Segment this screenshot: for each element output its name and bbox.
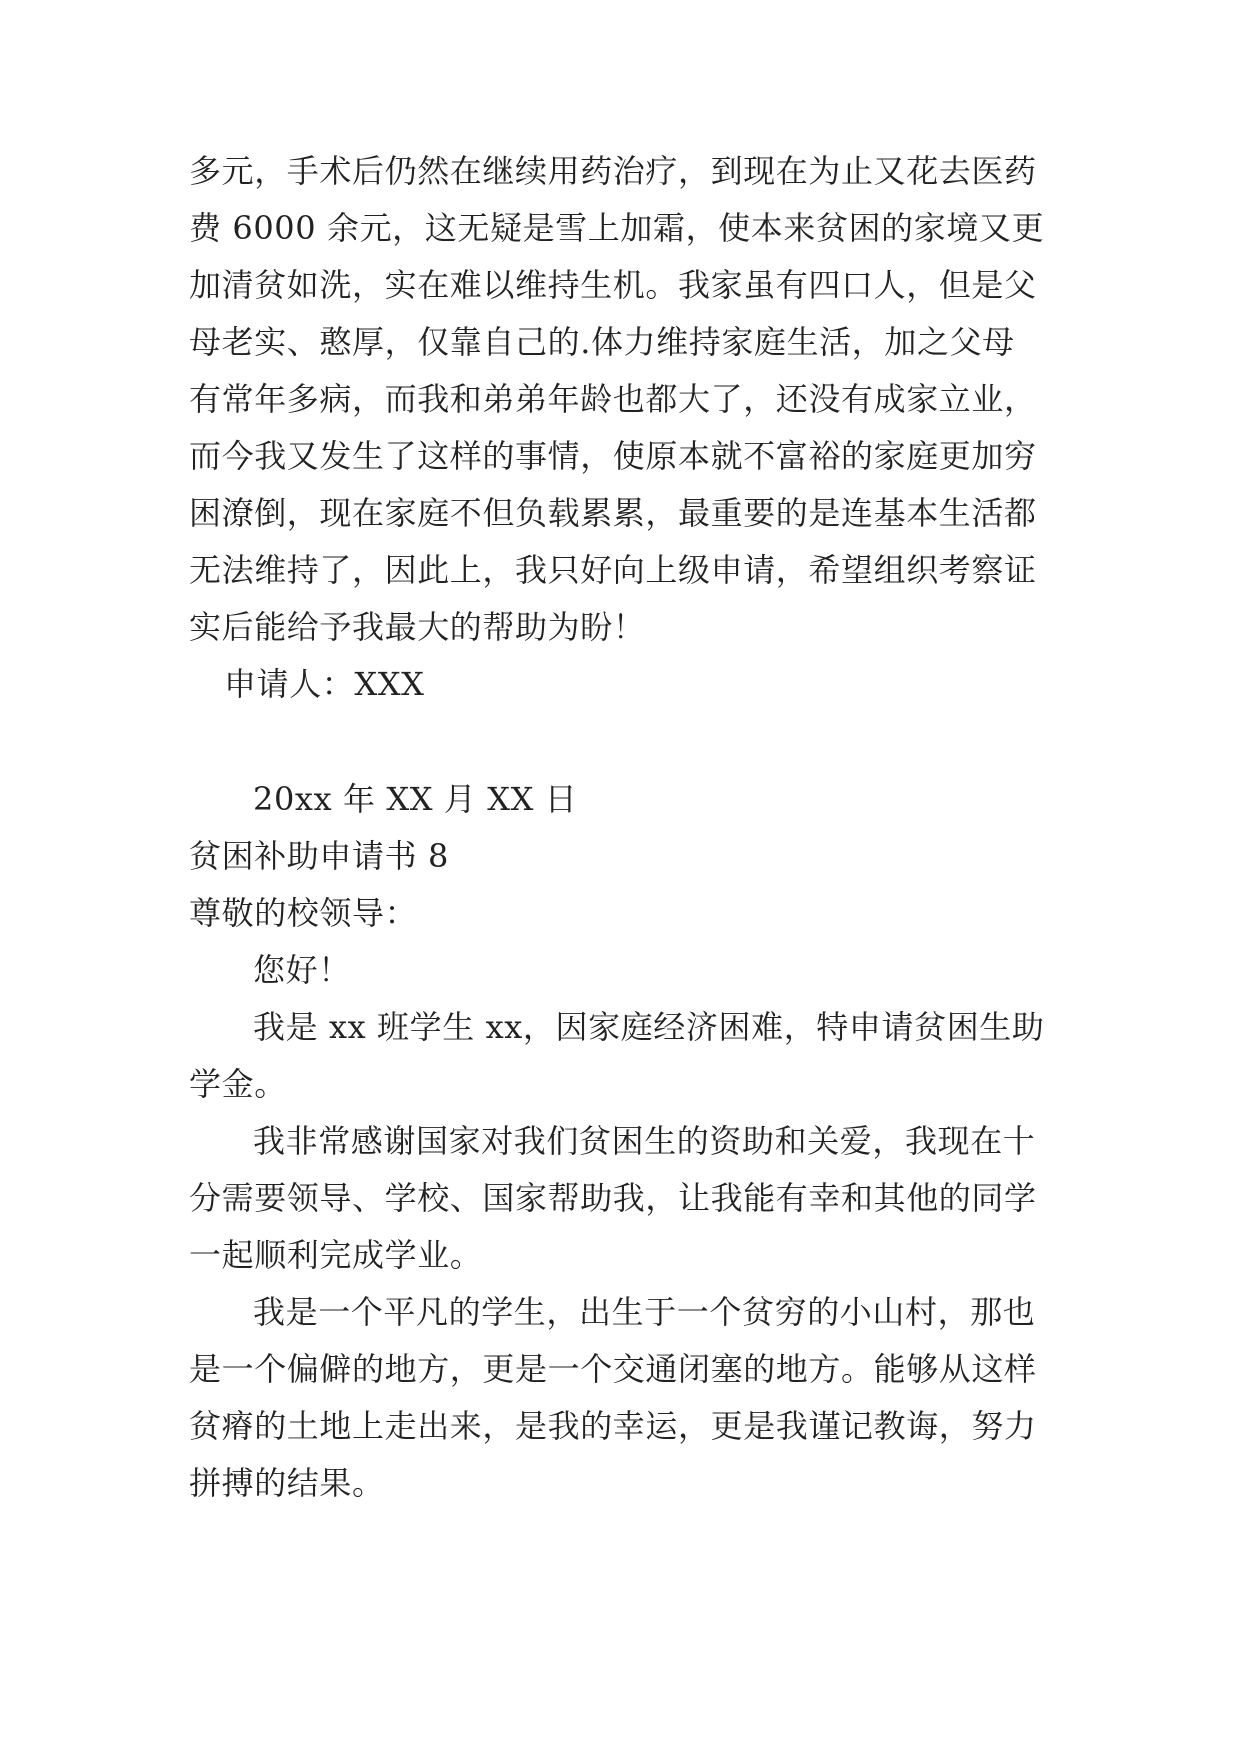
paragraph-line: 多元，手术后仍然在继续用药治疗，到现在为止又花去医药 [189,152,1037,190]
paragraph-line: 分需要领导、学校、国家帮助我，让我能有幸和其他的同学 [189,1179,1037,1217]
paragraph-line: 学金。 [189,1065,287,1103]
greeting: 您好！ [253,951,351,989]
paragraph-line: 一起顺利完成学业。 [189,1236,483,1274]
salutation: 尊敬的校领导： [189,894,418,932]
paragraph-line: 无法维持了，因此上，我只好向上级申请，希望组织考察证 [189,551,1037,589]
document-title: 贫困补助申请书 8 [189,837,449,875]
paragraph-line: 有常年多病，而我和弟弟年龄也都大了，还没有成家立业， [189,380,1037,418]
paragraph-line: 实后能给予我最大的帮助为盼！ [189,608,646,646]
paragraph-line: 母老实、憨厚，仅靠自己的.体力维持家庭生活，加之父母 [189,323,1015,361]
paragraph-line: 我是 xx 班学生 xx，因家庭经济困难，特申请贫困生助 [253,1008,1045,1046]
paragraph-line: 拼搏的结果。 [189,1464,385,1502]
date-line: 20xx 年 XX 月 XX 日 [253,780,578,818]
paragraph-line: 是一个偏僻的地方，更是一个交通闭塞的地方。能够从这样 [189,1350,1037,1388]
paragraph-line: 而今我又发生了这样的事情，使原本就不富裕的家庭更加穷 [189,437,1037,475]
paragraph-line: 加清贫如洗，实在难以维持生机。我家虽有四口人，但是父 [189,266,1037,304]
paragraph-line: 贫瘠的土地上走出来，是我的幸运，更是我谨记教诲，努力 [189,1407,1037,1445]
paragraph-line: 我是一个平凡的学生，出生于一个贫穷的小山村，那也 [253,1293,1036,1331]
paragraph-line: 费 6000 余元，这无疑是雪上加霜，使本来贫困的家境又更 [189,209,1045,247]
paragraph-line: 我非常感谢国家对我们贫困生的资助和关爱，我现在十 [253,1122,1036,1160]
applicant-line: 申请人：XXX [224,665,425,703]
paragraph-line: 困潦倒，现在家庭不但负载累累，最重要的是连基本生活都 [189,494,1037,532]
